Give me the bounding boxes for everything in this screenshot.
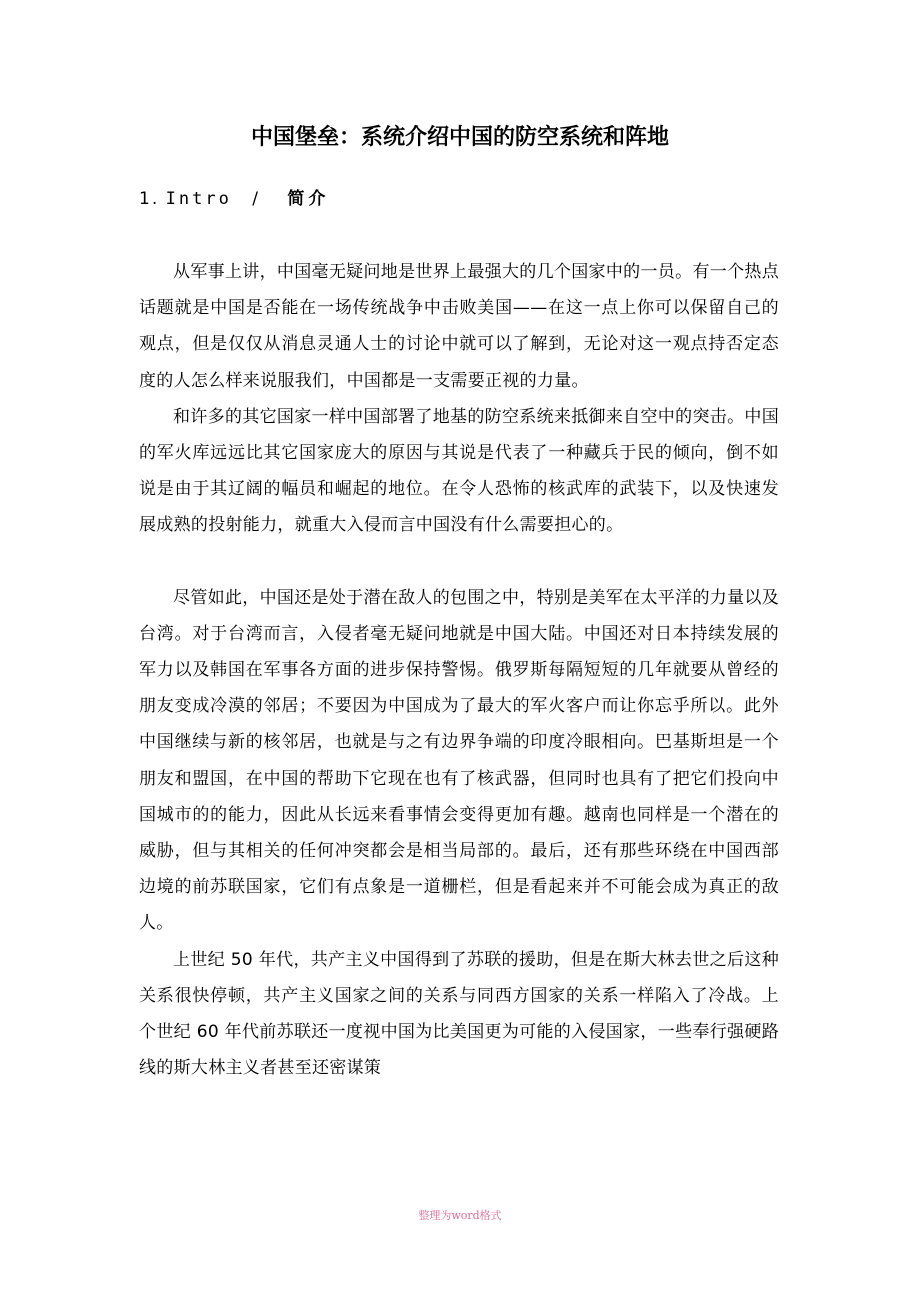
page-footer: 整理为word格式	[418, 1209, 502, 1222]
section-number: 1.	[139, 189, 160, 209]
paragraph: 上世纪 50 年代，共产主义中国得到了苏联的援助，但是在斯大林去世之后这种关系很快停顿，共产主义国家之间的关系与同西方国家的关系一样陷入了冷战。上个世纪 60 年代前苏联还一度视中国为比美国更为可能的入侵国家，一些奉行强硬路线的斯大林主义者甚至还密谋策	[139, 949, 779, 1079]
section-separator: /	[252, 189, 259, 209]
section-heading	[139, 182, 329, 216]
paragraph: 从军事上讲，中国毫无疑问地是世界上最强大的几个国家中的一员。有一个热点话题就是中国是否能在一场传统战争中击败美国——在这一点上你可以保留自己的观点，但是仅仅从消息灵通人士的讨论中就可以了解到，无论对这一观点持否定态度的人怎么样来说服我们，中国都是一支需要正视的力量。	[139, 262, 779, 391]
section-title-latin: Intro	[165, 189, 232, 209]
paragraph: 尽管如此，中国还是处于潜在敌人的包围之中，特别是美军在太平洋的力量以及台湾。对于台湾而言，入侵者毫无疑问地就是中国大陆。中国还对日本持续发展的军力以及韩国在军事各方面的进步保持警惕。俄罗斯每隔短短的几年就要从曾经的朋友变成冷漠的邻居；不要因为中国成为了最大的军火客户而让你忘乎所以。此外中国继续与新的核邻居，也就是与之有边界争端的印度冷眼相向。巴基斯坦是一个朋友和盟国，在中国的帮助下它现在也有了核武器，但同时也具有了把它们投向中国城市的的能力，因此从长远来看事情会变得更加有趣。越南也同样是一个潜在的威胁，但与其相关的任何冲突都会是相当局部的。最后，还有那些环绕在中国西部边境的前苏联国家，它们有点象是一道栅栏，但是看起来并不可能会成为真正的敌人。	[139, 587, 779, 934]
paragraph: 和许多的其它国家一样中国部署了地基的防空系统来抵御来自空中的突击。中国的军火库远远比其它国家庞大的原因与其说是代表了一种藏兵于民的倾向，倒不如说是由于其辽阔的幅员和崛起的地位。在令人恐怖的核武库的武装下，以及快速发展成熟的投射能力，就重大入侵而言中国没有什么需要担心的。	[139, 406, 779, 536]
body-text	[139, 254, 779, 1086]
document-title: 中国堡垒：系统介绍中国的防空系统和阵地	[250, 125, 669, 150]
section-title-chinese: 简介	[287, 189, 330, 209]
